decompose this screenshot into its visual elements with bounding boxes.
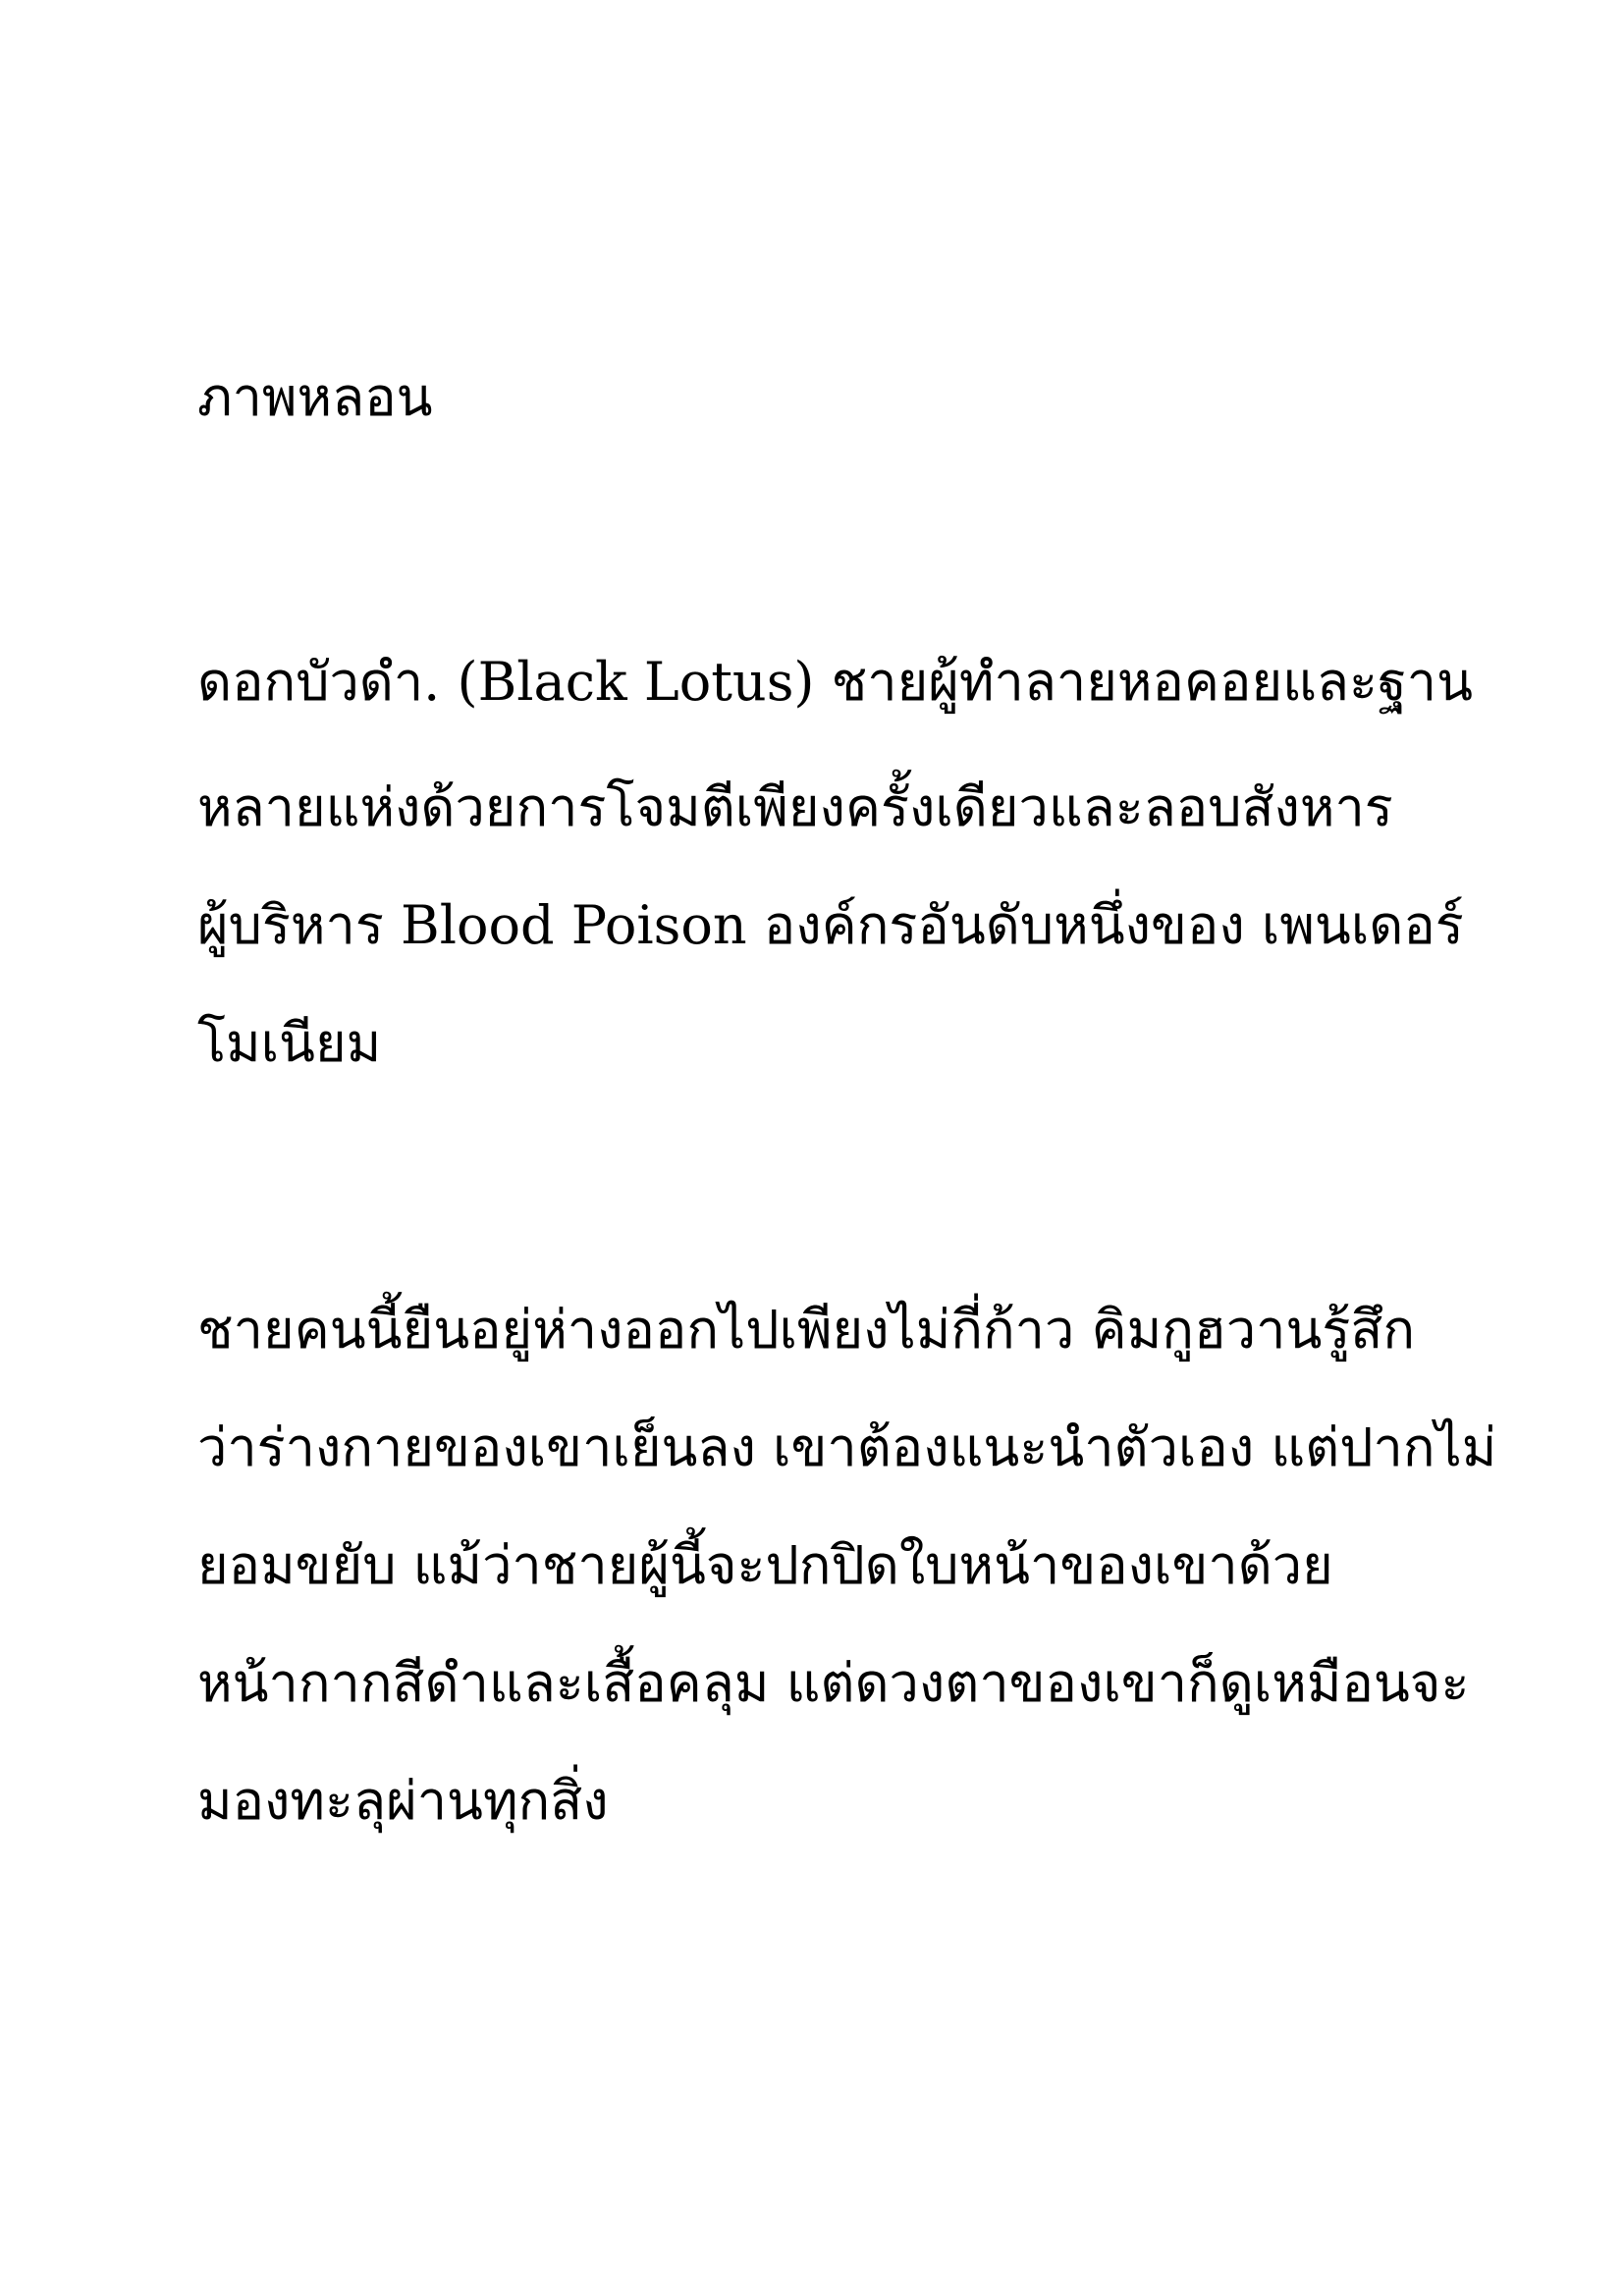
paragraph-2-line-1: ชายคนนี้ยืนอยู่ห่างออกไปเพียงไม่กี่ก้าว คิมกูฮวานรู้สึก — [197, 1299, 1416, 1361]
paragraph-1-line-4: โมเนียม — [197, 1012, 382, 1074]
paragraph-2-line-4: หน้ากากสีดำและเสื้อคลุม แต่ดวงตาของเขาก็ดูเหมือนจะ — [197, 1652, 1470, 1714]
paragraph-1-line-3: ผู้บริหาร Blood Poison องค์กรอันดับหนึ่งของ เพนเดอร์ — [197, 894, 1464, 956]
paragraph-2-line-5: มองทะลุผ่านทุกสิ่ง — [197, 1770, 609, 1832]
paragraph-1-line-2: หลายแห่งด้วยการโจมตีเพียงครั้งเดียวและลอบสังหาร — [197, 776, 1393, 838]
paragraph-2-line-2: ว่าร่างกายของเขาเย็นลง เขาต้องแนะนำตัวเอง แต่ปากไม่ — [197, 1416, 1497, 1478]
paragraph-1-line-1: ดอกบัวดำ. (Black Lotus) ชายผู้ทำลายหอคอยและฐาน — [197, 651, 1474, 713]
paragraph-2-line-3: ยอมขยับ แม้ว่าชายผู้นี้จะปกปิดใบหน้าของเขาด้วย — [197, 1534, 1333, 1596]
chapter-title: ภาพหลอน — [197, 366, 433, 428]
